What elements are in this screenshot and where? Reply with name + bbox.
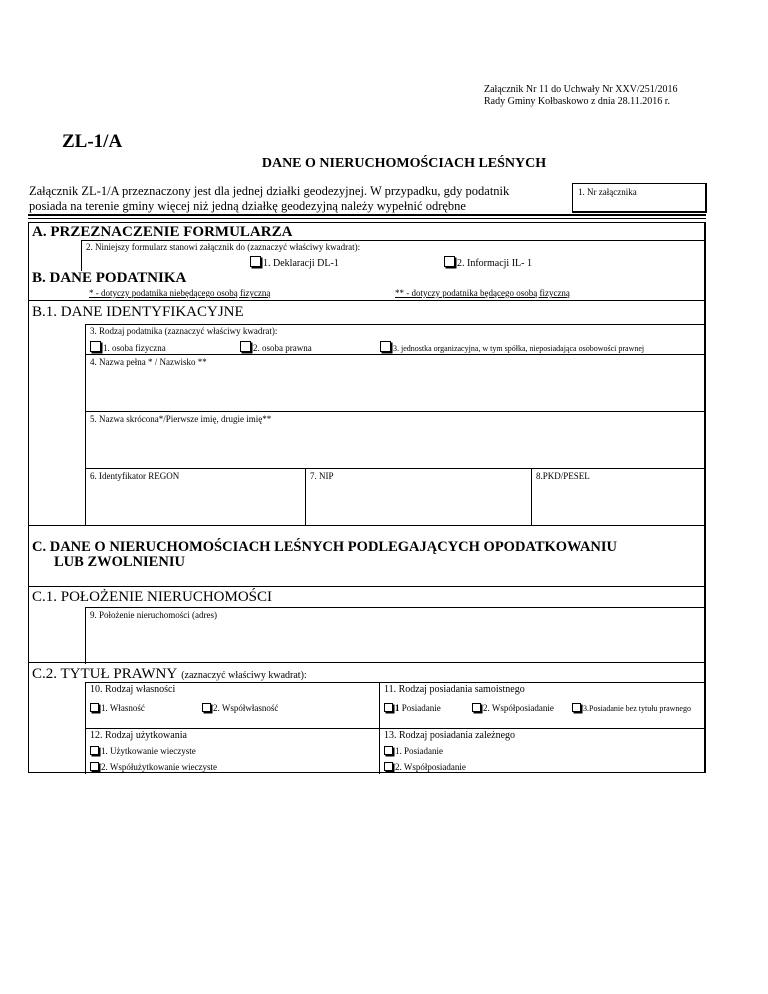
checkbox-icon[interactable] [90, 746, 99, 755]
possession-option-1[interactable] [384, 703, 441, 714]
section-b1-title: B.1. DANE IDENTYFIKACYJNE [32, 304, 244, 320]
field-2-box [81, 240, 706, 271]
annex-line-1: Załącznik Nr 11 do Uchwały Nr XXV/251/2016 [484, 84, 678, 95]
field-11-label: 11. Rodzaj posiadania samoistnego [384, 684, 525, 695]
option-information-il1[interactable] [444, 256, 532, 270]
checkbox-icon[interactable] [90, 341, 101, 352]
section-c2 [28, 662, 706, 773]
field-8-pkd-pesel[interactable] [531, 468, 706, 526]
field-8-label: 8.PKD/PESEL [536, 471, 590, 481]
checkbox-icon[interactable] [90, 703, 99, 712]
section-a [28, 222, 706, 270]
attachment-number-label: 1. Nr załącznika [578, 187, 637, 197]
section-b [28, 270, 706, 300]
annex-reference [484, 84, 744, 108]
option-declaration-label: 1. Deklaracji DL-1 [263, 258, 339, 269]
section-c1-title: C.1. POŁOŻENIE NIERUCHOMOŚCI [32, 589, 272, 605]
section-a-title: A. PRZEZNACZENIE FORMULARZA [32, 224, 293, 240]
possession-option-3-label: 3.Posiadanie bez tytułu prawnego [583, 704, 691, 713]
taxpayer-type-natural-label: 1. osoba fizyczna [103, 343, 166, 353]
dependent-option-1[interactable] [384, 746, 443, 757]
field-13-dependent-possession [379, 728, 706, 774]
field-11-possession [379, 682, 706, 729]
section-c-title-line-2: LUB ZWOLNIENIU [54, 554, 185, 570]
section-c-title-line-1: C. DANE O NIERUCHOMOŚCIACH LEŚNYCH PODLEGAJĄCYCH OPODATKOWANIU [32, 539, 618, 555]
attachment-number-field[interactable] [572, 183, 707, 213]
possession-option-1-number: 1 [395, 703, 400, 713]
field-6-label: 6. Identyfikator REGON [90, 471, 180, 481]
option-information-label: 2. Informacji IL- 1 [457, 258, 532, 269]
dependent-option-2-label: 2. Współposiadanie [395, 762, 466, 772]
dependent-option-2[interactable] [384, 762, 466, 773]
checkbox-icon[interactable] [472, 703, 481, 712]
checkbox-icon[interactable] [90, 762, 99, 771]
field-2-label: 2. Niniejszy formularz stanowi załącznik do (zaznaczyć właściwy kwadrat): [86, 242, 361, 252]
possession-option-2-label: 2. Współposiadanie [483, 703, 554, 713]
section-c2-title [32, 665, 307, 683]
form-title: DANE O NIERUCHOMOŚCIACH LEŚNYCH [261, 156, 547, 171]
intro-line-1: Załącznik ZL-1/A przeznaczony jest dla jednej działki geodezyjnej. W przypadku, gdy podatnik [29, 184, 510, 198]
section-b-title: B. DANE PODATNIKA [32, 270, 187, 286]
usufruct-option-2[interactable] [90, 762, 217, 773]
checkbox-icon[interactable] [444, 256, 455, 267]
checkbox-icon[interactable] [384, 703, 393, 712]
dependent-option-1-label: 1. Posiadanie [395, 746, 443, 756]
field-4-label: 4. Nazwa pełna * / Nazwisko ** [90, 357, 207, 367]
section-b1 [28, 300, 706, 526]
intro-line-2: posiada na terenie gminy więcej niż jedną działkę geodezyjną należy wypełnić odrębne [29, 199, 466, 213]
checkbox-icon[interactable] [384, 746, 393, 755]
possession-option-2[interactable] [472, 703, 554, 714]
note-non-natural-person: * - dotyczy podatnika niebędącego osobą fizyczną [89, 288, 271, 298]
section-c1 [28, 586, 706, 662]
section-c [28, 526, 706, 586]
checkbox-icon[interactable] [380, 341, 391, 352]
field-10-label: 10. Rodzaj własności [90, 684, 176, 695]
field-13-label: 13. Rodzaj posiadania zależnego [384, 730, 516, 741]
checkbox-icon[interactable] [384, 762, 393, 771]
note-natural-person: ** - dotyczy podatnika będącego osobą fizyczną [395, 288, 570, 298]
field-12-usufruct [85, 728, 380, 774]
ownership-option-2[interactable] [202, 703, 278, 714]
taxpayer-type-unit[interactable] [380, 341, 644, 354]
section-c2-title-note: (zaznaczyć właściwy kwadrat): [181, 670, 307, 681]
field-7-label: 7. NIP [310, 471, 334, 481]
intro-text [29, 184, 569, 214]
field-5-label: 5. Nazwa skrócona*/Pierwsze imię, drugie imię** [90, 414, 272, 424]
usufruct-option-1-label: 1. Użytkowanie wieczyste [101, 746, 196, 756]
field-7-nip[interactable] [305, 468, 532, 526]
usufruct-option-1[interactable] [90, 746, 196, 757]
ownership-option-2-label: 2. Współwłasność [213, 703, 279, 713]
field-12-label: 12. Rodzaj użytkowania [90, 730, 187, 741]
ownership-option-1[interactable] [90, 703, 145, 714]
ownership-option-1-label: 1. Własność [101, 703, 145, 713]
taxpayer-type-natural[interactable] [90, 341, 166, 354]
top-rule [28, 214, 706, 216]
taxpayer-type-legal-label: 2. osoba prawna [253, 343, 312, 353]
taxpayer-type-unit-label: 3. jednostka organizacyjna, w tym spółka, nieposiadająca osobowości prawnej [393, 344, 645, 353]
checkbox-icon[interactable] [240, 341, 251, 352]
field-6-regon[interactable] [85, 468, 306, 526]
section-c-title [32, 540, 617, 570]
field-5-short-name[interactable] [85, 411, 706, 469]
checkbox-icon[interactable] [202, 703, 211, 712]
field-9-label: 9. Położenie nieruchomości (adres) [90, 610, 217, 620]
field-3-label: 3. Rodzaj podatnika (zaznaczyć właściwy kwadrat): [90, 326, 278, 336]
possession-option-3[interactable] [572, 703, 691, 714]
checkbox-icon[interactable] [572, 703, 581, 712]
field-3-box [85, 324, 706, 355]
section-c2-title-text: C.2. TYTUŁ PRAWNY [32, 666, 178, 682]
field-10-ownership [85, 682, 380, 729]
possession-option-1-label: Posiadanie [401, 703, 441, 713]
field-4-full-name[interactable] [85, 354, 706, 412]
option-declaration-dl1[interactable] [250, 256, 339, 270]
usufruct-option-2-label: 2. Współużytkowanie wieczyste [101, 762, 218, 772]
taxpayer-type-legal[interactable] [240, 341, 312, 354]
form-code: ZL-1/A [62, 131, 123, 152]
field-9-location[interactable] [85, 607, 706, 664]
annex-line-2: Rady Gminy Kołbaskowo z dnia 28.11.2016 r. [484, 96, 671, 107]
checkbox-icon[interactable] [250, 256, 261, 267]
top-rule-2 [28, 218, 706, 219]
